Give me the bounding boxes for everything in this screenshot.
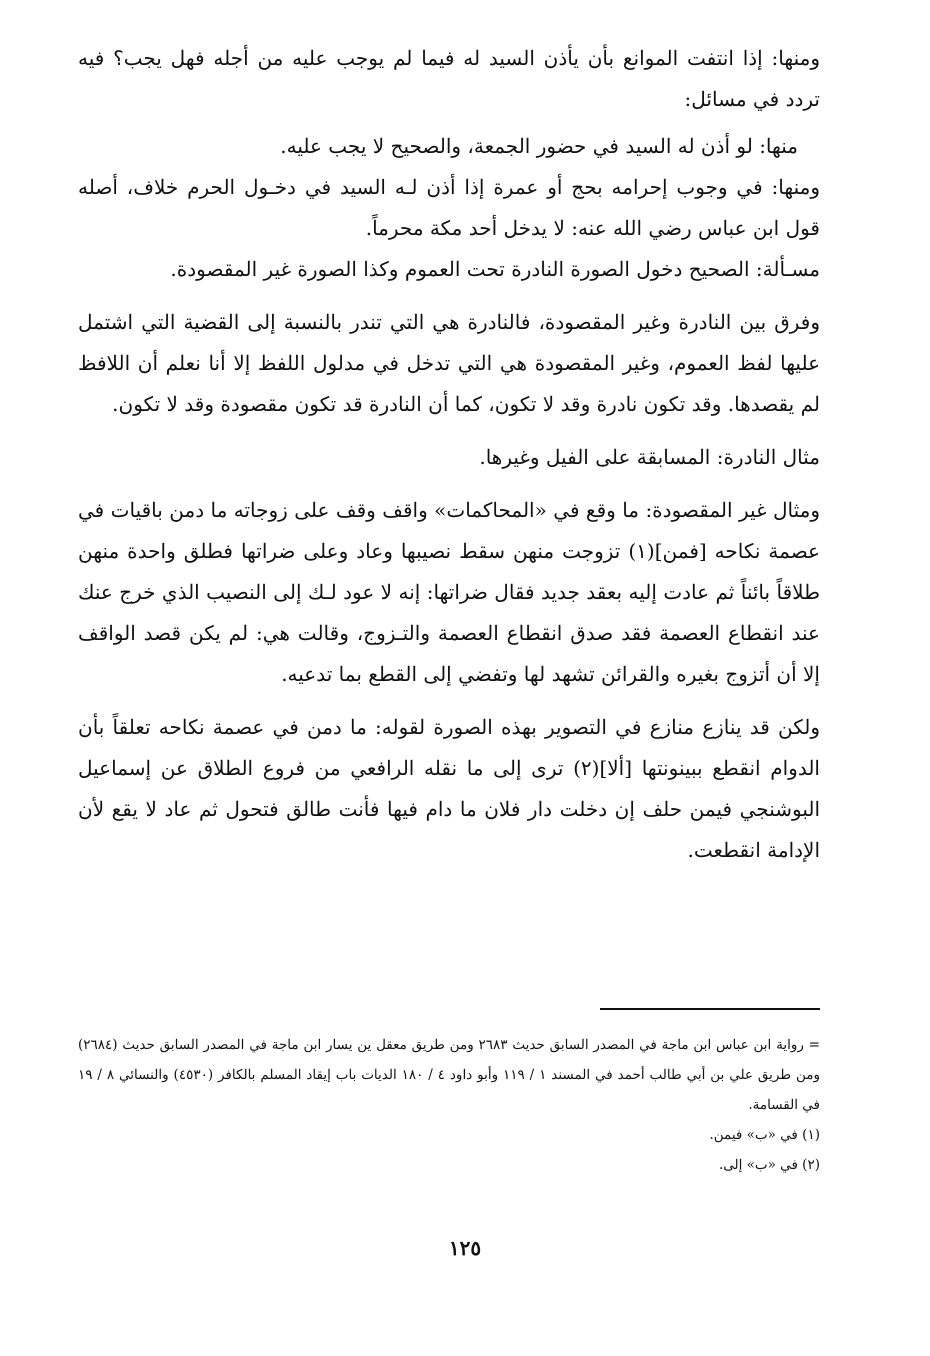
- footnote: (٢) في «ب» إلى.: [718, 1157, 820, 1173]
- paragraph: ومنها: إذا انتفت الموانع بأن يأذن السيد له فيما لم يوجب عليه من أجله فهل يجب؟ فيه تردد في مسائل:: [78, 46, 820, 111]
- main-text: [78, 38, 820, 871]
- footnote: (١) في «ب» فيمن.: [709, 1127, 820, 1143]
- paragraph: ولكن قد ينازع منازع في التصوير بهذه الصورة لقوله: ما دمن في عصمة نكاحه تعلقاً بأن الدوام انقطع ببينونتها [ألا](٢) ترى إلى ما نقله الرافعي من فروع الطلاق عن إسماعيل البوشنجي فيمن حلف إن دخلت دار فلان ما دام فيها فأنت طالق فتحول ثم عاد لا يقع لأن الإدامة انقطعت.: [78, 715, 820, 862]
- footnote: = رواية ابن عباس ابن ماجة في المصدر السابق حديث ٢٦٨٣ ومن طريق معقل ين يسار ابن ماجة في المصدر السابق حديث (٢٦٨٤) ومن طريق علي بن أبي طالب أحمد في المسند ١ / ١١٩ وأبو داود ٤ / ١٨٠ الديات باب إيقاد المسلم بالكافر (٤٥٣٠) والنسائي ٨ / ١٩ في القسامة.: [78, 1037, 820, 1113]
- paragraph: مثال النادرة: المسابقة على الفيل وغيرها.: [479, 445, 820, 469]
- paragraph: مسـألة: الصحيح دخول الصورة النادرة تحت العموم وكذا الصورة غير المقصودة.: [170, 257, 820, 281]
- page-number: ١٢٥: [448, 1236, 482, 1260]
- footnote-divider: [600, 1008, 820, 1010]
- paragraph: وفرق بين النادرة وغير المقصودة، فالنادرة هي التي تندر بالنسبة إلى القضية التي اشتمل عليها لفظ العموم، وغير المقصودة هي التي تدخل في مدلول اللفظ إلا أنا نعلم أن اللافظ لم يقصدها. وقد تكون نادرة وقد لا تكون، كما أن النادرة قد تكون مقصودة وقد لا تكون.: [78, 310, 820, 416]
- paragraph: ومثال غير المقصودة: ما وقع في «المحاكمات» واقف وقف على زوجاته ما دمن باقيات في عصمة نكاحه [فمن](١) تزوجت منهن سقط نصيبها وعاد وعلى ضراتها فطلق واحدة منهن طلاقاً بائناً ثم عادت إليه بعقد جديد فقال ضراتها: إنه لا عود لـك إلى النصيب الذي خرج عنك عند انقطاع العصمة فقد صدق انقطاع العصمة والتـزوج، وقالت هي: لم يكن قصد الواقف إلا أن أتزوج بغيره والقرائن تشهد لها وتفضي إلى القطع بما تدعيه.: [78, 498, 820, 686]
- paragraph: منها: لو أذن له السيد في حضور الجمعة، والصحيح لا يجب عليه.: [280, 134, 798, 158]
- paragraph: ومنها: في وجوب إحرامه بحج أو عمرة إذا أذن لـه السيد في دخـول الحرم خلاف، أصله قول ابن عباس رضي الله عنه: لا يدخل أحد مكة محرماً.: [78, 175, 820, 240]
- footnotes: [78, 1030, 820, 1180]
